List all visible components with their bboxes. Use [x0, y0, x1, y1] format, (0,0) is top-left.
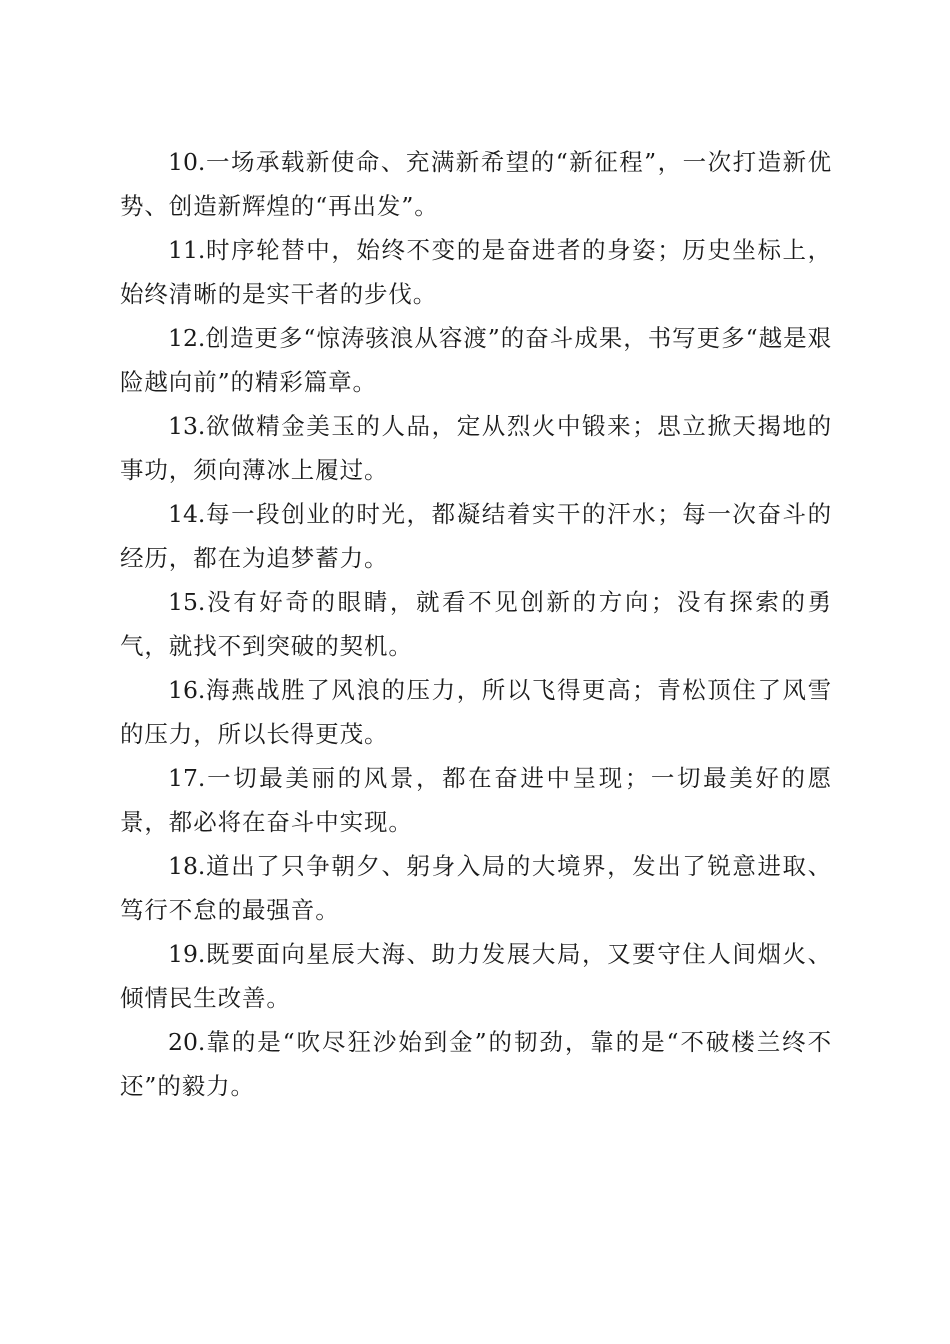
list-item	[120, 140, 832, 228]
item-text: 道出了只争朝夕、躬身入局的大境界，发出了锐意进取、笃行不怠的最强音。	[120, 852, 832, 924]
item-number: 17.	[168, 764, 206, 792]
item-text: 没有好奇的眼睛，就看不见创新的方向；没有探索的勇气，就找不到突破的契机。	[120, 588, 832, 660]
item-number: 13.	[168, 412, 206, 440]
list-item	[120, 844, 832, 932]
item-text: 时序轮替中，始终不变的是奋进者的身姿；历史坐标上，始终清晰的是实干者的步伐。	[120, 236, 832, 308]
list-item	[120, 492, 832, 580]
item-number: 18.	[168, 852, 206, 880]
list-item	[120, 580, 832, 668]
item-text: 既要面向星辰大海、助力发展大局，又要守住人间烟火、倾情民生改善。	[120, 940, 832, 1012]
item-number: 19.	[168, 940, 206, 968]
item-text: 一切最美丽的风景，都在奋进中呈现；一切最美好的愿景，都必将在奋斗中实现。	[120, 764, 832, 836]
item-text: 欲做精金美玉的人品，定从烈火中锻来；思立掀天揭地的事功，须向薄冰上履过。	[120, 412, 832, 484]
list-item	[120, 316, 832, 404]
item-number: 15.	[168, 588, 206, 616]
item-text: 每一段创业的时光，都凝结着实干的汗水；每一次奋斗的经历，都在为追梦蓄力。	[120, 500, 832, 572]
list-item	[120, 1020, 832, 1108]
item-number: 20.	[168, 1028, 206, 1056]
item-text: 一场承载新使命、充满新希望的“新征程”，一次打造新优势、创造新辉煌的“再出发”。	[120, 148, 832, 220]
list-item	[120, 404, 832, 492]
document-body	[120, 140, 832, 1108]
list-item	[120, 668, 832, 756]
item-text: 创造更多“惊涛骇浪从容渡”的奋斗成果，书写更多“越是艰险越向前”的精彩篇章。	[120, 324, 832, 396]
list-item	[120, 228, 832, 316]
item-number: 12.	[168, 324, 206, 352]
list-item	[120, 932, 832, 1020]
item-text: 靠的是“吹尽狂沙始到金”的韧劲，靠的是“不破楼兰终不还”的毅力。	[120, 1028, 832, 1100]
item-number: 11.	[168, 236, 206, 264]
list-item	[120, 756, 832, 844]
item-number: 16.	[168, 676, 206, 704]
item-text: 海燕战胜了风浪的压力，所以飞得更高；青松顶住了风雪的压力，所以长得更茂。	[120, 676, 832, 748]
item-number: 14.	[168, 500, 206, 528]
item-number: 10.	[168, 148, 206, 176]
